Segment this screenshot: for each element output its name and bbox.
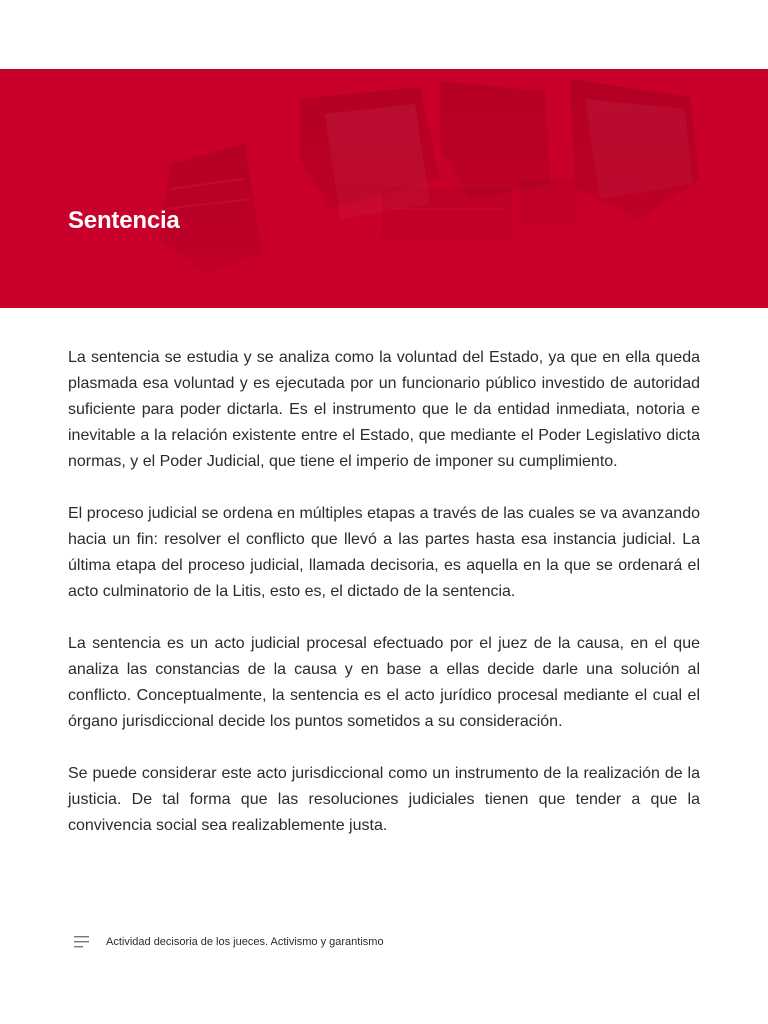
paragraph: El proceso judicial se ordena en múltiples etapas a través de las cuales se va avanzando hacia un fin: resolver el conflicto que llevó a las partes hasta esa instancia judicial. La última etapa del proceso judicial, llamada decisoria, es aquella en la que se ordenará el acto culminatorio de la Litis, esto es, el dictado de la sentencia.	[68, 505, 700, 600]
paragraph: La sentencia se estudia y se analiza como la voluntad del Estado, ya que en ella queda plasmada esa voluntad y es ejecutada por un funcionario público investido de autoridad suficiente para poder dictarla. Es el instrumento que le da entidad inmediata, notoria e inevitable a la relación existente entre el Estado, que mediante el Poder Legislativo dicta normas, y el Poder Judicial, que tiene el imperio de imponer su cumplimiento.	[68, 349, 700, 470]
banner-background-illustration	[0, 69, 768, 308]
section-title-label: Actividad decisoria de los jueces. Activismo y garantismo	[106, 936, 384, 948]
paragraph: Se puede considerar este acto jurisdiccional como un instrumento de la realización de la justicia. De tal forma que las resoluciones judiciales tienen que tender a que la convivencia social sea realizablemente justa.	[68, 765, 700, 834]
article-body	[68, 345, 700, 839]
page-title: Sentencia	[68, 207, 180, 234]
header-banner	[0, 69, 768, 308]
section-footer[interactable]	[74, 934, 384, 950]
paragraph: La sentencia es un acto judicial procesal efectuado por el juez de la causa, en el que analiza las constancias de la causa y en base a ellas decide darle una solución al conflicto. Conceptualmente, la sentencia es el acto jurídico procesal mediante el cual el órgano jurisdiccional decide los puntos sometidos a su consideración.	[68, 635, 700, 730]
toc-lines-icon[interactable]	[74, 936, 89, 948]
